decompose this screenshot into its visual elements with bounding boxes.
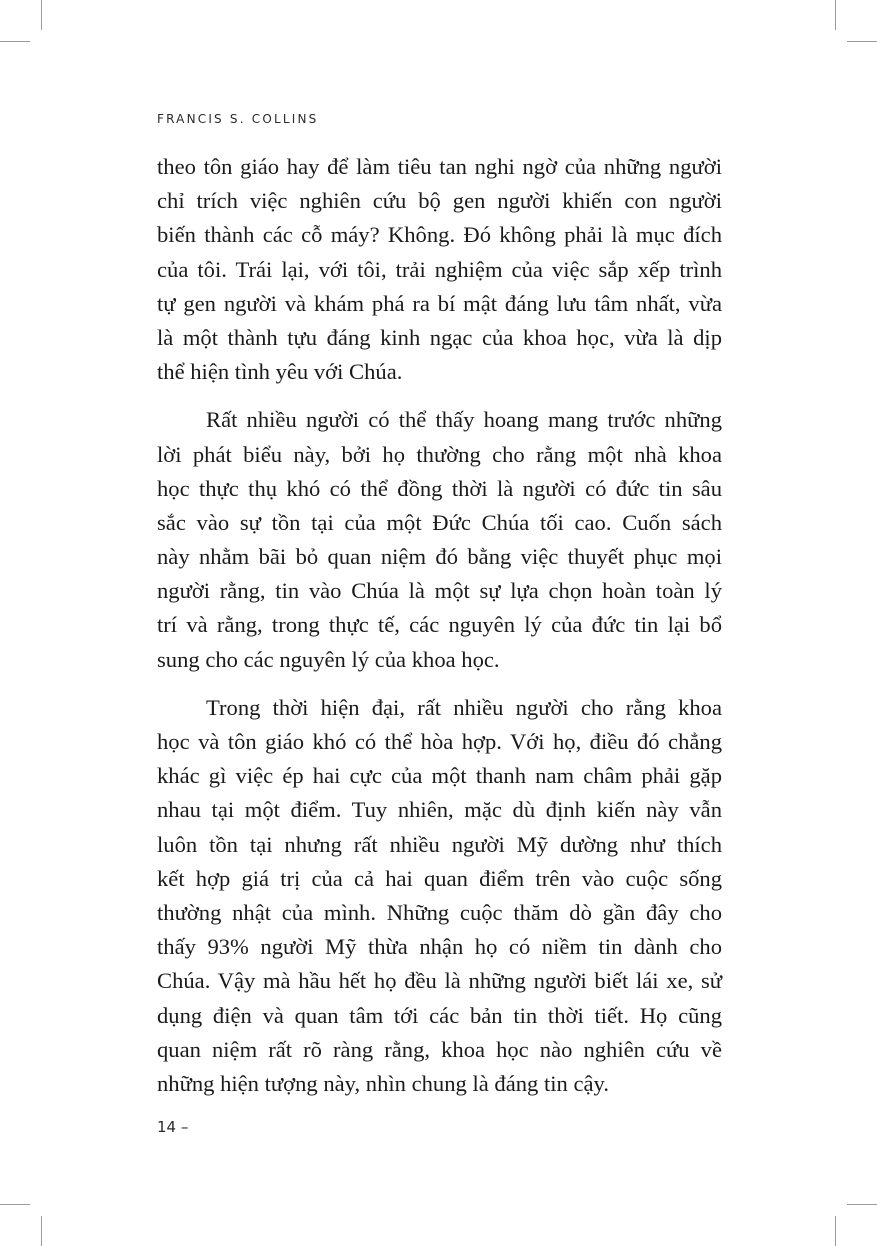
text-line: trí và rằng, trong thực tế, các nguyên lý của đức tin lại bổ <box>157 612 722 638</box>
text-line: tự gen người và khám phá ra bí mật đáng lưu tâm nhất, vừa <box>157 290 722 316</box>
running-head: FRANCIS S. COLLINS <box>157 112 319 126</box>
text-line: Trong thời hiện đại, rất nhiều người cho rằng khoa <box>206 694 722 720</box>
crop-mark <box>835 0 836 30</box>
crop-mark <box>835 1216 836 1246</box>
text-line: sung cho các nguyên lý của khoa học. <box>157 646 500 672</box>
crop-mark <box>847 1204 877 1205</box>
text-line: kết hợp giá trị của cả hai quan điểm trên vào cuộc sống <box>157 865 722 891</box>
text-line: học và tôn giáo khó có thể hòa hợp. Với họ, điều đó chẳng <box>157 729 722 754</box>
text-line: sắc vào sự tồn tại của một Đức Chúa tối cao. Cuốn sách <box>157 509 722 535</box>
text-line: Chúa. Vậy mà hầu hết họ đều là những người biết lái xe, sử <box>157 968 722 994</box>
text-line: quan niệm rất rõ ràng rằng, khoa học nào nghiên cứu về <box>157 1036 722 1062</box>
text-line: Rất nhiều người có thể thấy hoang mang trước những <box>206 407 722 433</box>
text-line: những hiện tượng này, nhìn chung là đáng tin cậy. <box>157 1070 610 1096</box>
text-line: theo tôn giáo hay để làm tiêu tan nghi ngờ của những người <box>157 154 722 179</box>
crop-mark <box>41 0 42 30</box>
text-line: dụng điện và quan tâm tới các bản tin thời tiết. Họ cũng <box>157 1002 722 1028</box>
crop-mark <box>41 1216 42 1246</box>
crop-mark <box>847 41 877 42</box>
text-line: biến thành các cỗ máy? Không. Đó không phải là mục đích <box>157 222 722 248</box>
text-line: của tôi. Trái lại, với tôi, trải nghiệm của việc sắp xếp trình <box>157 256 722 282</box>
crop-mark <box>0 1204 30 1205</box>
text-line: thấy 93% người Mỹ thừa nhận họ có niềm tin dành cho <box>157 934 722 960</box>
text-line: khác gì việc ép hai cực của một thanh nam châm phải gặp <box>157 763 722 789</box>
page-number: 14 – <box>157 1118 189 1136</box>
text-line: người rằng, tin vào Chúa là một sự lựa chọn hoàn toàn lý <box>157 578 722 604</box>
text-line: học thực thụ khó có thể đồng thời là người có đức tin sâu <box>157 475 722 501</box>
text-line: thường nhật của mình. Những cuộc thăm dò gần đây cho <box>157 899 722 925</box>
text-line: lời phát biểu này, bởi họ thường cho rằng một nhà khoa <box>157 441 722 467</box>
body-text <box>157 150 722 1101</box>
crop-mark <box>0 41 30 42</box>
text-line: thể hiện tình yêu với Chúa. <box>157 359 403 385</box>
text-line: chỉ trích việc nghiên cứu bộ gen người khiến con người <box>157 188 722 214</box>
text-line: luôn tồn tại nhưng rất nhiều người Mỹ dường như thích <box>157 831 722 857</box>
text-line: này nhằm bãi bỏ quan niệm đó bằng việc thuyết phục mọi <box>157 544 722 570</box>
text-line: nhau tại một điểm. Tuy nhiên, mặc dù định kiến này vẫn <box>157 797 722 823</box>
text-line: là một thành tựu đáng kinh ngạc của khoa học, vừa là dịp <box>157 324 722 350</box>
